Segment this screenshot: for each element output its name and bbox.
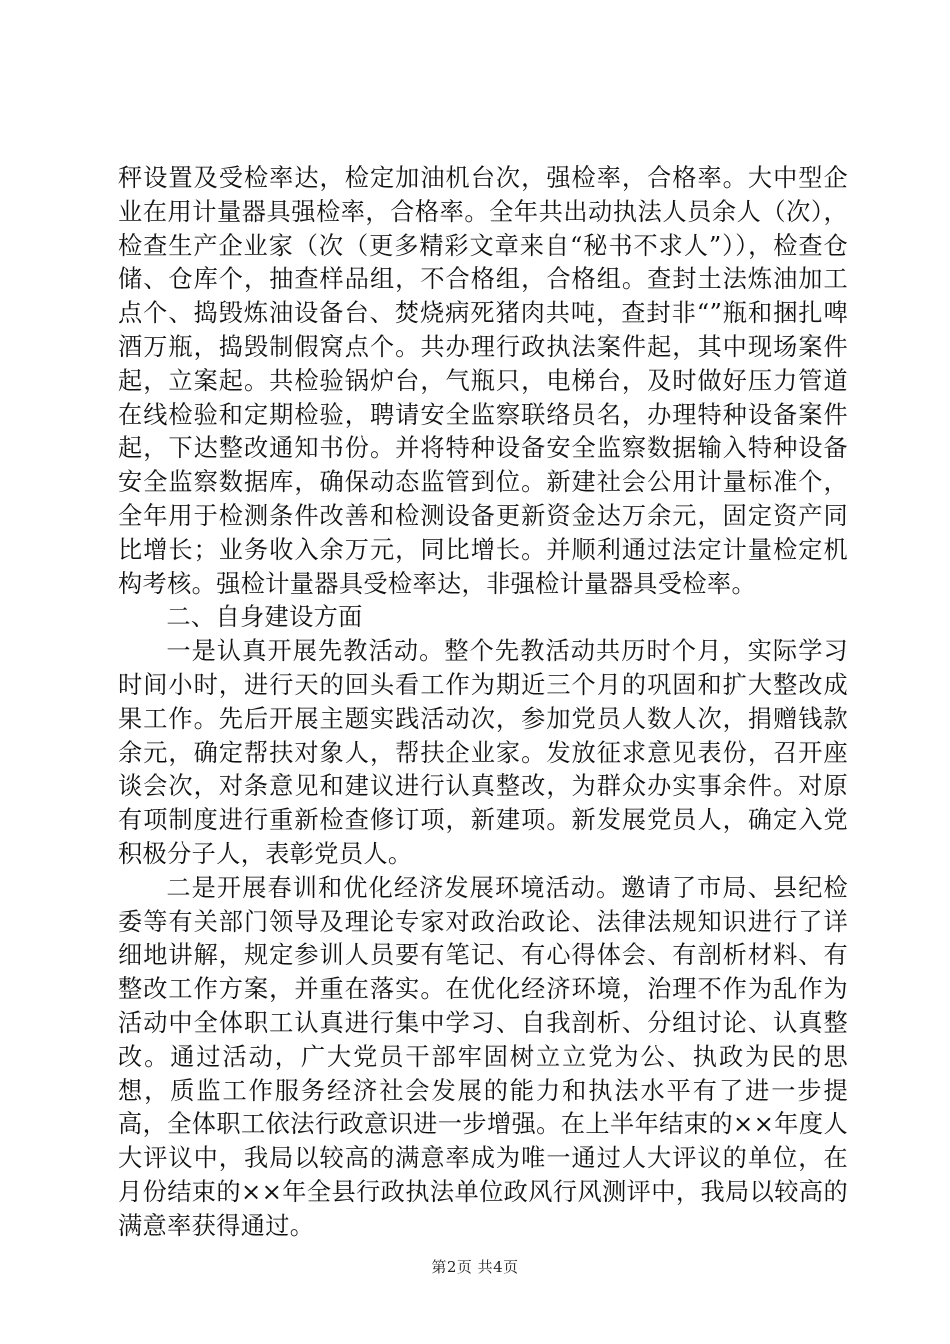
paragraph-spring-training: 二是开展春训和优化经济发展环境活动。邀请了市局、县纪检委等有关部门领导及理论专家对政治政论、法律法规知识进行了详细地讲解，规定参训人员要有笔记、有心得体会、有剖析材料、有整改工作方案，并重在落实。在优化经济环境，治理不作为乱作为活动中全体职工认真进行集中学习、自我剖析、分组讨论、认真整改。通过活动，广大党员干部牢固树立立党为公、执政为民的思想，质监工作服务经济社会发展的能力和执法水平有了进一步提高，全体职工依法行政意识进一步增强。在上半年结束的××年度人大评议中，我局以较高的满意率成为唯一通过人大评议的单位，在月份结束的××年全县行政执法单位政风行风测评中，我局以较高的满意率获得通过。 [118,873,848,1240]
paragraph-statistics: 秤设置及受检率达，检定加油机台次，强检率，合格率。大中型企业在用计量器具强检率，合格率。全年共出动执法人员余人（次），检查生产企业家（次（更多精彩文章来自“秘书不求人”）），检查仓储、仓库个，抽查样品组，不合格组，合格组。查封土法炼油加工点个、捣毁炼油设备台、焚烧病死猪肉共吨，查封非“”瓶和捆扎啤酒万瓶，捣毁制假窝点个。共办理行政执法案件起，其中现场案件起，立案起。共检验锅炉台，气瓶只，电梯台，及时做好压力管道在线检验和定期检验，聘请安全监察联络员名，办理特种设备案件起，下达整改通知书份。并将特种设备安全监察数据输入特种设备安全监察数据库，确保动态监管到位。新建社会公用计量标准个，全年用于检测条件改善和检测设备更新资金达万余元，固定资产同比增长；业务收入余万元，同比增长。并顺利通过法定计量检定机构考核。强检计量器具受检率达，非强检计量器具受检率。 [118,164,848,598]
paragraph-education-activity: 一是认真开展先教活动。整个先教活动共历时个月，实际学习时间小时，进行天的回头看工作为期近三个月的巩固和扩大整改成果工作。先后开展主题实践活动次，参加党员人数人次，捐赠钱款余元，确定帮扶对象人，帮扶企业家。发放征求意见表份，召开座谈会次，对条意见和建议进行认真整改，为群众办实事余件。对原有项制度进行重新检查修订项，新建项。新发展党员人，确定入党积极分子人，表彰党员人。 [118,637,848,868]
page-footer: 第2页 共4页 [431,1258,519,1276]
section-heading-self-construction: 二、自身建设方面 [166,603,363,632]
document-body [118,162,848,1244]
